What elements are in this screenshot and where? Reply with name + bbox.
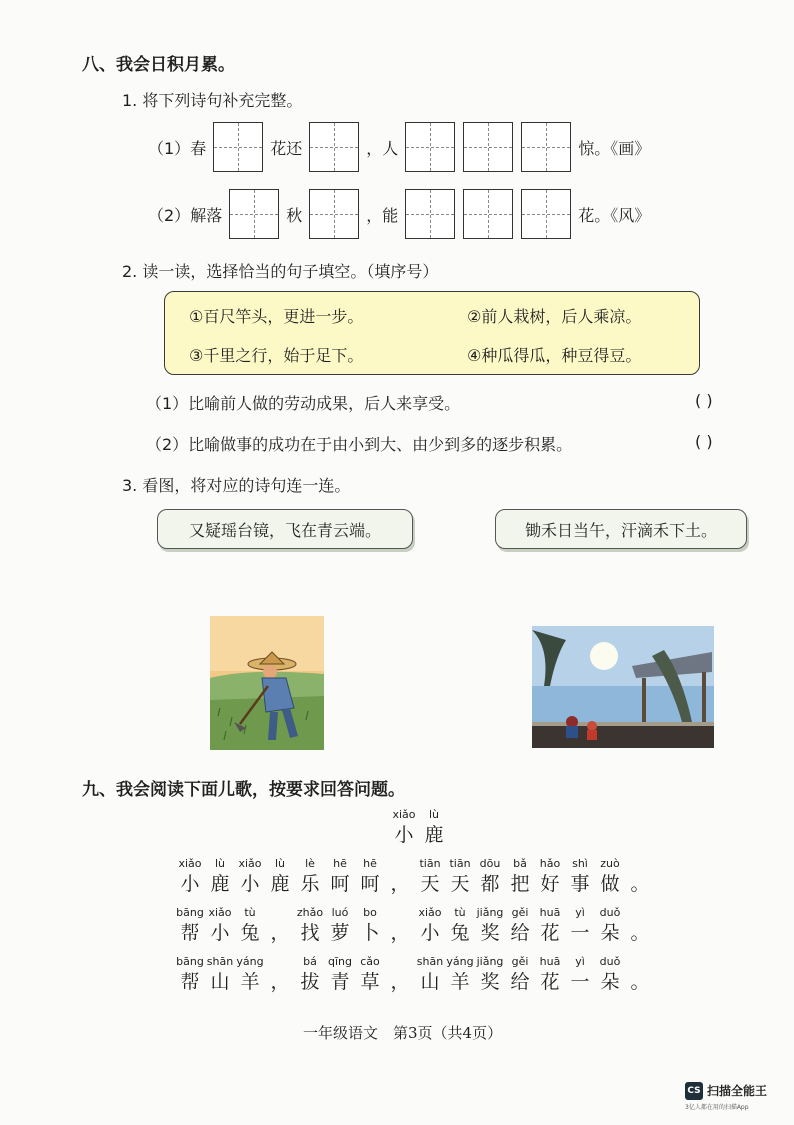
pinyin: bo xyxy=(363,906,377,919)
line2-b: 秋 xyxy=(286,205,303,225)
hanzi: 小 xyxy=(180,873,200,895)
poem-char xyxy=(325,857,355,897)
pinyin: shì xyxy=(572,857,588,870)
hanzi: 小 xyxy=(420,922,440,944)
pinyin: jiǎng xyxy=(476,906,504,919)
poem-line-1 xyxy=(148,122,650,172)
q2-item-2: （2）比喻做事的成功在于由小到大、由少到多的逐步积累。 xyxy=(146,435,573,454)
hanzi: 乐 xyxy=(300,873,320,895)
hanzi: 给 xyxy=(510,971,530,993)
pinyin: lè xyxy=(305,857,315,870)
pinyin: cǎo xyxy=(360,955,380,968)
pinyin: hǎo xyxy=(539,857,561,870)
pinyin: gěi xyxy=(511,906,529,919)
tian-box[interactable] xyxy=(463,189,513,239)
watermark-sub: 3亿人都在用的扫描App xyxy=(685,1104,749,1111)
pinyin: dōu xyxy=(479,857,501,870)
poem-char xyxy=(385,857,415,897)
options-box xyxy=(164,291,700,375)
answer-paren-1[interactable]: ( ) xyxy=(695,391,713,410)
poem-char xyxy=(295,857,325,897)
hanzi: 奖 xyxy=(480,922,500,944)
hanzi: 卜 xyxy=(360,922,380,944)
hanzi: 兔 xyxy=(240,922,260,944)
poem-char xyxy=(235,955,265,995)
option-4: ④种瓜得瓜，种豆得豆。 xyxy=(467,346,642,365)
poem-char xyxy=(295,955,325,995)
q3-label: 3. 看图，将对应的诗句连一连。 xyxy=(122,476,351,495)
tian-box[interactable] xyxy=(213,122,263,172)
hanzi: 。 xyxy=(630,922,650,944)
poem-char xyxy=(415,955,445,995)
hanzi: 呵 xyxy=(360,873,380,895)
q1-label: 1. 将下列诗句补充完整。 xyxy=(122,91,303,110)
poem-char xyxy=(175,906,205,946)
poem-char xyxy=(475,857,505,897)
hanzi: 鹿 xyxy=(210,873,230,895)
pinyin: lù xyxy=(428,808,440,821)
pinyin: duǒ xyxy=(599,906,621,919)
pinyin: xiǎo xyxy=(208,906,232,919)
pinyin: tù xyxy=(244,906,256,919)
pinyin: hē xyxy=(363,857,377,870)
hanzi: 花 xyxy=(540,971,560,993)
moon-night-illustration[interactable] xyxy=(532,626,714,748)
poem-line xyxy=(175,955,655,995)
hanzi: 羊 xyxy=(450,971,470,993)
pinyin: bá xyxy=(303,955,317,968)
pinyin: xiǎo xyxy=(418,906,442,919)
hanzi: 。 xyxy=(630,873,650,895)
poem-char xyxy=(595,906,625,946)
pinyin: yáng xyxy=(446,955,474,968)
poem-char xyxy=(415,906,445,946)
hanzi: 小 xyxy=(210,922,230,944)
poem-char xyxy=(505,955,535,995)
poem-char xyxy=(445,955,475,995)
hanzi: 一 xyxy=(570,922,590,944)
poem-char xyxy=(205,906,235,946)
poem-char xyxy=(175,857,205,897)
line1-c: ，人 xyxy=(366,138,399,158)
hanzi: 给 xyxy=(510,922,530,944)
poem-char xyxy=(415,857,445,897)
hanzi: 天 xyxy=(420,873,440,895)
hanzi: 小 xyxy=(394,824,414,846)
tian-box[interactable] xyxy=(521,189,571,239)
hanzi: ， xyxy=(390,873,410,895)
q2-item-1: （1）比喻前人做的劳动成果，后人来享受。 xyxy=(146,394,461,413)
pinyin: tiān xyxy=(449,857,471,870)
pinyin: xiǎo xyxy=(178,857,202,870)
poem-char xyxy=(625,857,655,897)
pinyin: luó xyxy=(331,906,349,919)
option-1: ①百尺竿头，更进一步。 xyxy=(189,307,364,326)
poem-char xyxy=(595,857,625,897)
poem-char xyxy=(565,906,595,946)
poem-char xyxy=(295,906,325,946)
line1-end: 惊。《画》 xyxy=(578,138,651,158)
tian-box[interactable] xyxy=(309,122,359,172)
poem-char xyxy=(565,857,595,897)
pinyin: yì xyxy=(575,955,585,968)
pinyin: tiān xyxy=(419,857,441,870)
pinyin: hē xyxy=(333,857,347,870)
line2-num: （2） xyxy=(148,205,191,225)
tian-box[interactable] xyxy=(463,122,513,172)
hanzi: 朵 xyxy=(600,922,620,944)
hanzi: 。 xyxy=(630,971,650,993)
poem-char xyxy=(625,906,655,946)
section8-title: 八、我会日积月累。 xyxy=(82,55,235,75)
pinyin: shān xyxy=(206,955,234,968)
option-2: ②前人栽树，后人乘凉。 xyxy=(467,307,642,326)
line1-a: 春 xyxy=(190,138,207,158)
q2-label: 2. 读一读，选择恰当的句子填空。（填序号） xyxy=(122,262,439,281)
hanzi: 朵 xyxy=(600,971,620,993)
poem-char xyxy=(505,857,535,897)
pinyin: huā xyxy=(539,955,561,968)
poem-char xyxy=(325,955,355,995)
poem-char xyxy=(535,857,565,897)
hanzi: 山 xyxy=(210,971,230,993)
farmer-illustration[interactable] xyxy=(210,616,324,750)
poem-line xyxy=(175,857,655,897)
section9-title: 九、我会阅读下面儿歌，按要求回答问题。 xyxy=(82,780,405,800)
pinyin: jiǎng xyxy=(476,955,504,968)
pinyin: yì xyxy=(575,906,585,919)
pinyin: shān xyxy=(416,955,444,968)
pinyin: bǎ xyxy=(513,857,527,870)
poem-char xyxy=(505,906,535,946)
pinyin: bāng xyxy=(176,906,204,919)
hanzi: 萝 xyxy=(330,922,350,944)
poem-char xyxy=(445,857,475,897)
pinyin: bāng xyxy=(176,955,204,968)
hanzi: 把 xyxy=(510,873,530,895)
pinyin: qīng xyxy=(328,955,352,968)
pinyin: lù xyxy=(274,857,286,870)
hanzi: 奖 xyxy=(480,971,500,993)
hanzi: 拔 xyxy=(300,971,320,993)
pinyin: xiǎo xyxy=(392,808,416,821)
poem-char xyxy=(235,857,265,897)
option-3: ③千里之行，始于足下。 xyxy=(189,346,364,365)
hanzi: 兔 xyxy=(450,922,470,944)
poem-char xyxy=(475,906,505,946)
line2-a: 解落 xyxy=(190,205,223,225)
pinyin: tù xyxy=(454,906,466,919)
poem-char xyxy=(325,906,355,946)
tian-box[interactable] xyxy=(405,122,455,172)
hanzi: ， xyxy=(390,971,410,993)
hanzi: ， xyxy=(270,971,290,993)
poem-char xyxy=(535,955,565,995)
poem-box-right[interactable]: 锄禾日当午，汗滴禾下土。 xyxy=(495,509,747,549)
poem-char xyxy=(205,955,235,995)
poem-char xyxy=(535,906,565,946)
hanzi: 草 xyxy=(360,971,380,993)
page-footer: 一年级语文 第3页（共4页） xyxy=(303,1024,503,1042)
hanzi: 帮 xyxy=(180,922,200,944)
line2-c: ，能 xyxy=(366,205,399,225)
poem-char xyxy=(265,955,295,995)
pinyin: huā xyxy=(539,906,561,919)
hanzi: 做 xyxy=(600,873,620,895)
pinyin: zhǎo xyxy=(296,906,324,919)
pinyin: gěi xyxy=(511,955,529,968)
poem-char xyxy=(385,906,415,946)
hanzi: 青 xyxy=(330,971,350,993)
hanzi: ， xyxy=(390,922,410,944)
poem-char xyxy=(175,955,205,995)
hanzi: 帮 xyxy=(180,971,200,993)
line1-b: 花还 xyxy=(270,138,303,158)
poem-char xyxy=(355,955,385,995)
hanzi: 花 xyxy=(540,922,560,944)
hanzi: ， xyxy=(270,922,290,944)
hanzi: 山 xyxy=(420,971,440,993)
poem-char xyxy=(475,955,505,995)
poem-line xyxy=(175,906,655,946)
hanzi: 好 xyxy=(540,873,560,895)
hanzi: 天 xyxy=(450,873,470,895)
poem-line-2 xyxy=(148,189,650,239)
tian-box[interactable] xyxy=(521,122,571,172)
poem-char xyxy=(355,857,385,897)
tian-box[interactable] xyxy=(229,189,279,239)
poem-char xyxy=(205,857,235,897)
tian-box[interactable] xyxy=(405,189,455,239)
pinyin: zuò xyxy=(600,857,620,870)
hanzi: 都 xyxy=(480,873,500,895)
tian-box[interactable] xyxy=(309,189,359,239)
hanzi: 一 xyxy=(570,971,590,993)
hanzi: 事 xyxy=(570,873,590,895)
poem-char xyxy=(625,955,655,995)
hanzi: 找 xyxy=(300,922,320,944)
poem-char xyxy=(265,857,295,897)
pinyin: xiǎo xyxy=(238,857,262,870)
hanzi: 鹿 xyxy=(424,824,444,846)
poem-box-left[interactable]: 又疑瑶台镜，飞在青云端。 xyxy=(157,509,413,549)
poem-char xyxy=(385,955,415,995)
line1-num: （1） xyxy=(148,138,191,158)
pinyin: duǒ xyxy=(599,955,621,968)
poem-char xyxy=(565,955,595,995)
poem-char xyxy=(445,906,475,946)
poem-char xyxy=(265,906,295,946)
poem-char xyxy=(595,955,625,995)
poem-char xyxy=(355,906,385,946)
hanzi: 小 xyxy=(240,873,260,895)
pinyin: yáng xyxy=(236,955,264,968)
line2-end: 花。《风》 xyxy=(578,205,651,225)
answer-paren-2[interactable]: ( ) xyxy=(695,432,713,451)
hanzi: 呵 xyxy=(330,873,350,895)
poem-char xyxy=(235,906,265,946)
hanzi: 鹿 xyxy=(270,873,290,895)
camscanner-logo: CS xyxy=(685,1082,703,1100)
pinyin: lù xyxy=(214,857,226,870)
watermark-name: 扫描全能王 xyxy=(707,1084,768,1098)
hanzi: 羊 xyxy=(240,971,260,993)
poem-title xyxy=(389,808,449,848)
